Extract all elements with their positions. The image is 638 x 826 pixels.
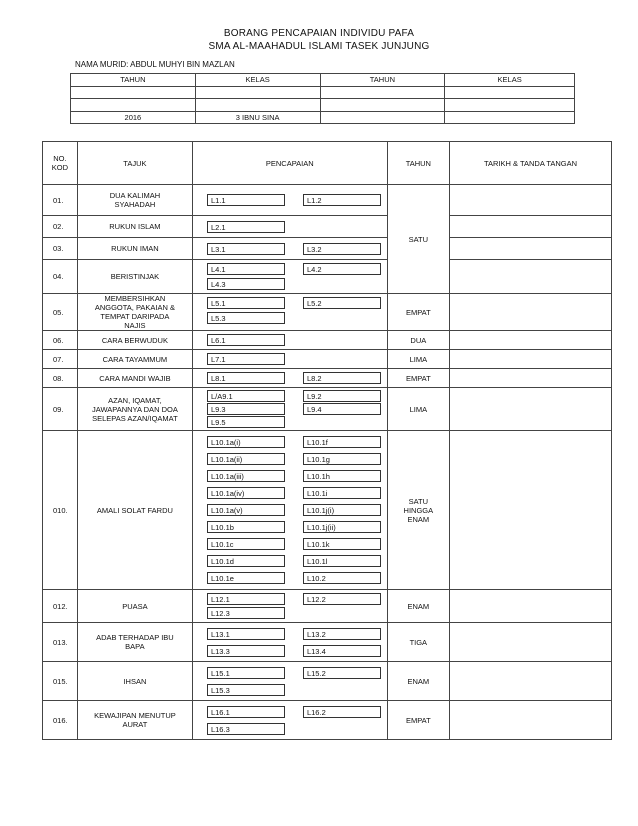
level-box-left[interactable]: L15.3 [207,684,285,696]
row-number: 015. [43,662,78,701]
tarikh-cell [450,216,612,238]
table-row [43,431,612,590]
level-box-left[interactable]: L10.1a(v) [207,504,285,516]
tarikh-cell [450,431,612,590]
level-box-right[interactable]: L10.1j(i) [303,504,381,516]
year-cell: 2016 [71,111,196,124]
row-number: 04. [43,260,78,294]
level-box-left[interactable]: L4.1 [207,263,285,275]
level-box-left[interactable]: L2.1 [207,221,285,233]
achievement-table [42,141,612,740]
row-title: PUASA [77,590,192,623]
level-box-left[interactable]: L9.3 [207,403,285,415]
level-box-right[interactable]: L5.2 [303,297,381,309]
achievement-cell [192,662,387,701]
achievement-cell [192,185,387,216]
row-title: CARA MANDI WAJIB [77,369,192,388]
level-box-right[interactable]: L3.2 [303,243,381,255]
level-box-left[interactable]: L10.1a(i) [207,436,285,448]
row-title: DUA KALIMAH SYAHADAH [77,185,192,216]
level-box-right[interactable]: L10.1h [303,470,381,482]
level-box-right[interactable]: L15.2 [303,667,381,679]
main-table-header [43,142,612,185]
achievement-cell [192,388,387,431]
row-title: KEWAJIPAN MENUTUP AURAT [77,701,192,740]
class-cell [445,111,575,124]
tarikh-cell [450,623,612,662]
level-box-left[interactable]: L15.1 [207,667,285,679]
level-box-left[interactable]: L1.1 [207,194,285,206]
form-title: BORANG PENCAPAIAN INDIVIDU PAFA [223,28,415,39]
tahun-cell: ENAM [387,590,449,623]
level-box-left[interactable]: L/A9.1 [207,390,285,402]
achievement-cell [192,331,387,350]
table-row [43,185,612,216]
achievement-cell [192,216,387,238]
tahun-cell: ENAM [387,662,449,701]
level-box-left[interactable]: L10.1d [207,555,285,567]
tahun-cell: SATU HINGGA ENAM [387,431,449,590]
table-row [43,294,612,331]
level-box-left[interactable]: L10.1a(iii) [207,470,285,482]
level-box-right[interactable]: L10.1f [303,436,381,448]
tarikh-cell [450,662,612,701]
year-header: TAHUN [71,74,196,87]
level-box-right[interactable]: L10.1k [303,538,381,550]
table-row [43,590,612,623]
table-row [43,388,612,431]
table-row [43,701,612,740]
level-box-right[interactable]: L1.2 [303,194,381,206]
tahun-cell: EMPAT [387,294,449,331]
row-title: IHSAN [77,662,192,701]
level-box-left[interactable]: L8.1 [207,372,285,384]
tahun-cell: SATU [387,185,449,294]
year-cell [320,99,445,112]
level-box-right[interactable]: L13.4 [303,645,381,657]
tarikh-cell [450,590,612,623]
class-cell: 3 IBNU SINA [195,111,320,124]
class-cell [445,99,575,112]
level-box-right[interactable]: L13.2 [303,628,381,640]
row-number: 09. [43,388,78,431]
tarikh-cell [450,369,612,388]
year-table-row [71,86,575,99]
school-name: SMA AL-MAAHADUL ISLAMI TASEK JUNJUNG [208,41,430,52]
level-box-left[interactable]: L10.1a(ii) [207,453,285,465]
level-box-left[interactable]: L10.1e [207,572,285,584]
level-box-left[interactable]: L10.1b [207,521,285,533]
level-box-left[interactable]: L13.1 [207,628,285,640]
row-number: 01. [43,185,78,216]
row-title: MEMBERSIHKAN ANGGOTA, PAKAIAN & TEMPAT DARIPADA NAJIS [77,294,192,331]
tarikh-cell [450,185,612,216]
pencapaian-header: PENCAPAIAN [192,142,387,185]
level-box-left[interactable]: L5.1 [207,297,285,309]
level-box-right[interactable]: L10.1j(ii) [303,521,381,533]
level-box-left[interactable]: L4.3 [207,278,285,290]
achievement-cell [192,701,387,740]
row-title: RUKUN IMAN [77,238,192,260]
year-cell [71,86,196,99]
level-box-left[interactable]: L5.3 [207,312,285,324]
level-box-left[interactable]: L9.5 [207,416,285,428]
level-box-left[interactable]: L6.1 [207,334,285,346]
tarikh-cell [450,294,612,331]
year-class-table [70,73,575,124]
row-title: CARA TAYAMMUM [77,350,192,369]
table-row [43,238,612,260]
tahun-cell: DUA [387,331,449,350]
table-row [43,350,612,369]
level-box-right[interactable]: L16.2 [303,706,381,718]
row-number: 012. [43,590,78,623]
student-name: NAMA MURID: ABDUL MUHYI BIN MAZLAN [75,60,235,69]
level-box-right[interactable]: L9.2 [303,390,381,402]
row-number: 02. [43,216,78,238]
achievement-cell [192,623,387,662]
class-header: KELAS [445,74,575,87]
row-title: BERISTINJAK [77,260,192,294]
achievement-cell [192,294,387,331]
tarikh-cell [450,701,612,740]
class-cell [195,86,320,99]
row-number: 03. [43,238,78,260]
level-box-left[interactable]: L10.1c [207,538,285,550]
table-row [43,369,612,388]
tarikh-cell [450,260,612,294]
level-box-right[interactable]: L10.1l [303,555,381,567]
tarikh-cell [450,331,612,350]
year-cell [71,99,196,112]
row-title: AZAN, IQAMAT, JAWAPANNYA DAN DOA SELEPAS AZAN/IQAMAT [77,388,192,431]
row-number: 06. [43,331,78,350]
year-header: TAHUN [320,74,445,87]
tahun-cell: EMPAT [387,701,449,740]
level-box-left[interactable]: L16.1 [207,706,285,718]
achievement-cell [192,238,387,260]
level-box-right[interactable]: L9.4 [303,403,381,415]
level-box-left[interactable]: L3.1 [207,243,285,255]
achievement-cell [192,431,387,590]
level-box-left[interactable]: L7.1 [207,353,285,365]
level-box-right[interactable]: L8.2 [303,372,381,384]
tahun-header: TAHUN [387,142,449,185]
level-box-left[interactable]: L12.1 [207,593,285,605]
year-cell [320,111,445,124]
row-number: 010. [43,431,78,590]
class-cell [445,86,575,99]
achievement-cell [192,369,387,388]
level-box-right[interactable]: L12.2 [303,593,381,605]
achievement-cell [192,590,387,623]
row-number: 05. [43,294,78,331]
year-cell [320,86,445,99]
tajuk-header: TAJUK [77,142,192,185]
level-box-left[interactable]: L16.3 [207,723,285,735]
row-number: 07. [43,350,78,369]
table-row [43,216,612,238]
level-box-left[interactable]: L12.3 [207,607,285,619]
row-title: CARA BERWUDUK [77,331,192,350]
tahun-cell: LIMA [387,350,449,369]
table-row [43,331,612,350]
row-number: 016. [43,701,78,740]
tahun-cell: LIMA [387,388,449,431]
table-row [43,260,612,294]
row-number: 013. [43,623,78,662]
row-number: 08. [43,369,78,388]
level-box-right[interactable]: L4.2 [303,263,381,275]
class-header: KELAS [195,74,320,87]
row-title: RUKUN ISLAM [77,216,192,238]
achievement-cell [192,260,387,294]
year-table-row [71,99,575,112]
tarikh-header: TARIKH & TANDA TANGAN [450,142,612,185]
level-box-left[interactable]: L10.1a(iv) [207,487,285,499]
row-title: AMALI SOLAT FARDU [77,431,192,590]
level-box-right[interactable]: L10.1i [303,487,381,499]
level-box-right[interactable]: L10.1g [303,453,381,465]
tarikh-cell [450,388,612,431]
table-row [43,623,612,662]
tarikh-cell [450,238,612,260]
table-row [43,662,612,701]
year-table-header [71,74,575,87]
class-cell [195,99,320,112]
year-table-row [71,111,575,124]
level-box-left[interactable]: L13.3 [207,645,285,657]
tahun-cell: TIGA [387,623,449,662]
level-box-right[interactable]: L10.2 [303,572,381,584]
tarikh-cell [450,350,612,369]
tahun-cell: EMPAT [387,369,449,388]
row-title: ADAB TERHADAP IBU BAPA [77,623,192,662]
no-header: NO. KOD [43,142,78,185]
achievement-cell [192,350,387,369]
